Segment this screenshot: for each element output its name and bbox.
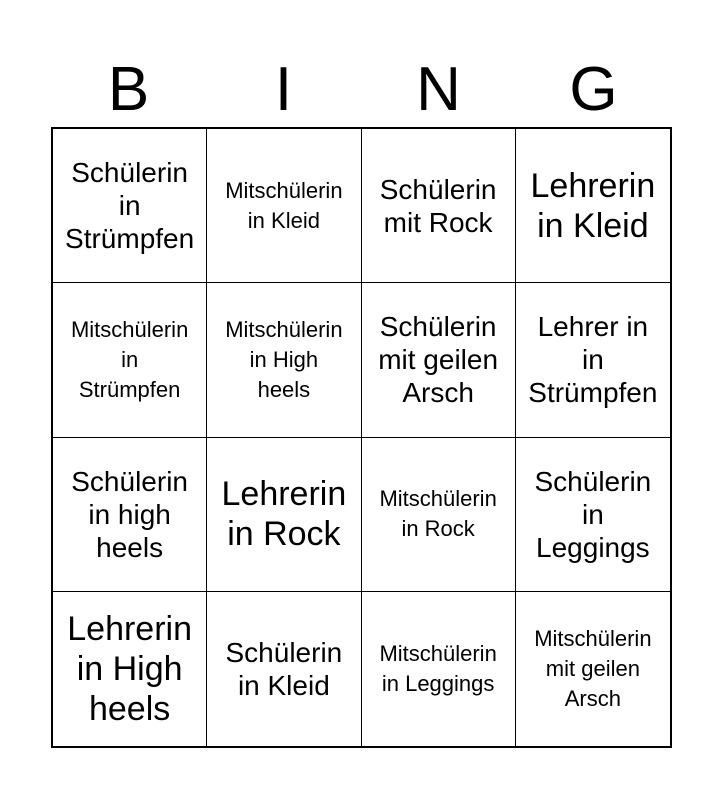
header-letter-n: N (416, 55, 461, 124)
header-letter-i: I (274, 55, 293, 124)
bingo-cell[interactable] (207, 129, 361, 283)
bingo-cell-text: Mitschülerin in Rock (379, 486, 497, 542)
bingo-cell-text: Schülerin in high heels (71, 465, 188, 563)
bingo-cell-text: Lehrerin in Kleid (530, 166, 656, 245)
bingo-cell-text: Schülerin in Strümpfen (65, 157, 195, 255)
bingo-cell[interactable] (53, 592, 207, 746)
bingo-cell-text: Lehrer in in Strümpfen (528, 311, 658, 409)
bingo-cell[interactable] (362, 129, 516, 283)
bingo-cell[interactable] (362, 283, 516, 437)
bingo-cell[interactable] (516, 283, 670, 437)
bingo-cell[interactable] (516, 129, 670, 283)
bingo-cell-text: Schülerin mit Rock (379, 173, 497, 238)
bingo-cell[interactable] (362, 438, 516, 592)
bingo-header (51, 52, 671, 128)
bingo-cell-text: Mitschülerin in Kleid (225, 177, 343, 233)
bingo-cell-text: Schülerin in Kleid (225, 636, 343, 701)
bingo-cell-text: Mitschülerin in Strümpfen (70, 317, 189, 402)
header-letter-b: B (107, 55, 150, 124)
bingo-cell-text: Mitschülerin mit geilen Arsch (534, 626, 652, 711)
bingo-cell-text: Schülerin mit geilen Arsch (378, 311, 499, 409)
bingo-cell[interactable] (516, 438, 670, 592)
header-letter-g: G (569, 55, 618, 124)
bingo-cell-text: Mitschülerin in Leggings (379, 640, 497, 696)
bingo-cell-text: Lehrerin in High heels (67, 609, 192, 728)
bingo-cell[interactable] (53, 438, 207, 592)
bingo-cell-text: Lehrerin in Rock (221, 475, 347, 554)
bingo-cell-text: Schülerin in Leggings (534, 465, 652, 563)
bingo-cell-text: Mitschülerin in High heels (225, 317, 343, 402)
bingo-cell[interactable] (207, 592, 361, 746)
bingo-card-grid (51, 127, 672, 748)
bingo-cell[interactable] (516, 592, 670, 746)
bingo-cell[interactable] (207, 283, 361, 437)
bingo-cell[interactable] (53, 129, 207, 283)
bingo-cell[interactable] (362, 592, 516, 746)
bingo-cell[interactable] (207, 438, 361, 592)
bingo-cell[interactable] (53, 283, 207, 437)
